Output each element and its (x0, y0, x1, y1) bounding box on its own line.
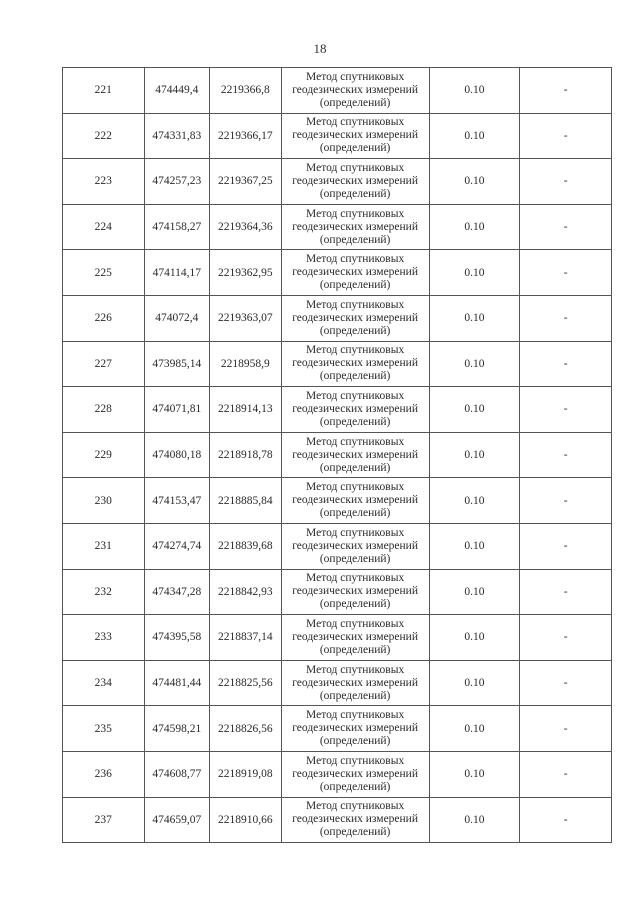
method-cell (281, 387, 429, 433)
method-text-line: (определений) (319, 233, 391, 246)
dash-cell: - (520, 250, 612, 296)
x-coordinate-cell: 474257,23 (144, 159, 209, 205)
point-number-cell: 236 (63, 751, 145, 797)
y-coordinate-cell: 2218958,9 (210, 341, 282, 387)
x-coordinate-cell: 474071,81 (144, 387, 209, 433)
method-text-line: (определений) (319, 735, 391, 748)
y-coordinate-cell: 2219363,07 (210, 295, 282, 341)
point-number-cell: 235 (63, 706, 145, 752)
method-text-line: (определений) (319, 142, 391, 155)
y-coordinate-cell: 2219364,36 (210, 204, 282, 250)
point-number-cell: 223 (63, 159, 145, 205)
y-coordinate-cell: 2218914,13 (210, 387, 282, 433)
y-coordinate-cell: 2218837,14 (210, 615, 282, 661)
y-coordinate-cell: 2218826,56 (210, 706, 282, 752)
dash-cell: - (520, 797, 612, 843)
table-row (63, 295, 612, 341)
dash-cell: - (520, 295, 612, 341)
point-number-cell: 234 (63, 660, 145, 706)
method-text-line: (определений) (319, 461, 391, 474)
method-cell (281, 432, 429, 478)
dash-cell: - (520, 569, 612, 615)
accuracy-cell: 0.10 (429, 660, 520, 706)
accuracy-cell: 0.10 (429, 523, 520, 569)
method-cell (281, 341, 429, 387)
method-text-line: (определений) (319, 507, 391, 520)
point-number-cell: 231 (63, 523, 145, 569)
accuracy-cell: 0.10 (429, 478, 520, 524)
method-cell (281, 706, 429, 752)
method-cell (281, 159, 429, 205)
accuracy-cell: 0.10 (429, 341, 520, 387)
x-coordinate-cell: 474395,58 (144, 615, 209, 661)
y-coordinate-cell: 2218918,78 (210, 432, 282, 478)
dash-cell: - (520, 523, 612, 569)
method-cell (281, 478, 429, 524)
method-text-line: (определений) (319, 324, 391, 337)
dash-cell: - (520, 159, 612, 205)
method-text-line: (определений) (319, 780, 391, 793)
coordinates-table-body (63, 68, 612, 843)
method-text-line: геодезических измерений (292, 585, 418, 598)
dash-cell: - (520, 204, 612, 250)
point-number-cell: 232 (63, 569, 145, 615)
method-text-line: (определений) (319, 187, 391, 200)
method-text-line: Метод спутниковых (306, 663, 405, 676)
method-text-line: геодезических измерений (292, 813, 418, 826)
accuracy-cell: 0.10 (429, 706, 520, 752)
x-coordinate-cell: 474598,21 (144, 706, 209, 752)
table-row (63, 615, 612, 661)
method-cell (281, 569, 429, 615)
method-cell (281, 204, 429, 250)
coordinates-table (62, 67, 612, 843)
x-coordinate-cell: 474659,07 (144, 797, 209, 843)
table-row (63, 660, 612, 706)
method-text-line: Метод спутниковых (306, 116, 405, 129)
table-row (63, 204, 612, 250)
method-text-line: геодезических измерений (292, 402, 418, 415)
x-coordinate-cell: 474274,74 (144, 523, 209, 569)
method-text-line: Метод спутниковых (306, 800, 405, 813)
method-cell (281, 250, 429, 296)
y-coordinate-cell: 2218910,66 (210, 797, 282, 843)
accuracy-cell: 0.10 (429, 751, 520, 797)
method-text-line: Метод спутниковых (306, 344, 405, 357)
table-row (63, 751, 612, 797)
method-text-line: (определений) (319, 96, 391, 109)
table-row (63, 569, 612, 615)
dash-cell: - (520, 387, 612, 433)
method-text-line: Метод спутниковых (306, 709, 405, 722)
method-text-line: геодезических измерений (292, 311, 418, 324)
point-number-cell: 222 (63, 113, 145, 159)
x-coordinate-cell: 474347,28 (144, 569, 209, 615)
table-row (63, 432, 612, 478)
accuracy-cell: 0.10 (429, 387, 520, 433)
method-text-line: геодезических измерений (292, 767, 418, 780)
method-text-line: (определений) (319, 370, 391, 383)
method-text-line: геодезических измерений (292, 630, 418, 643)
y-coordinate-cell: 2219362,95 (210, 250, 282, 296)
method-text-line: Метод спутниковых (306, 481, 405, 494)
x-coordinate-cell: 474114,17 (144, 250, 209, 296)
method-text-line: Метод спутниковых (306, 617, 405, 630)
method-cell (281, 751, 429, 797)
method-text-line: Метод спутниковых (306, 572, 405, 585)
method-cell (281, 68, 429, 114)
method-text-line: Метод спутниковых (306, 435, 405, 448)
method-text-line: (определений) (319, 598, 391, 611)
method-text-line: Метод спутниковых (306, 389, 405, 402)
point-number-cell: 233 (63, 615, 145, 661)
accuracy-cell: 0.10 (429, 204, 520, 250)
table-row (63, 159, 612, 205)
accuracy-cell: 0.10 (429, 295, 520, 341)
table-row (63, 113, 612, 159)
method-text-line: геодезических измерений (292, 83, 418, 96)
method-text-line: геодезических измерений (292, 266, 418, 279)
method-text-line: геодезических измерений (292, 357, 418, 370)
method-text-line: геодезических измерений (292, 129, 418, 142)
method-cell (281, 797, 429, 843)
method-text-line: Метод спутниковых (306, 298, 405, 311)
point-number-cell: 237 (63, 797, 145, 843)
method-text-line: геодезических измерений (292, 174, 418, 187)
point-number-cell: 224 (63, 204, 145, 250)
point-number-cell: 227 (63, 341, 145, 387)
table-row (63, 387, 612, 433)
method-text-line: геодезических измерений (292, 722, 418, 735)
table-row (63, 341, 612, 387)
method-text-line: геодезических измерений (292, 539, 418, 552)
dash-cell: - (520, 113, 612, 159)
method-cell (281, 523, 429, 569)
method-text-line: (определений) (319, 643, 391, 656)
method-text-line: (определений) (319, 552, 391, 565)
method-text-line: Метод спутниковых (306, 754, 405, 767)
x-coordinate-cell: 474449,4 (144, 68, 209, 114)
method-text-line: (определений) (319, 689, 391, 702)
table-row (63, 478, 612, 524)
x-coordinate-cell: 474331,83 (144, 113, 209, 159)
method-cell (281, 615, 429, 661)
method-text-line: Метод спутниковых (306, 207, 405, 220)
y-coordinate-cell: 2218919,08 (210, 751, 282, 797)
method-cell (281, 295, 429, 341)
y-coordinate-cell: 2219367,25 (210, 159, 282, 205)
point-number-cell: 225 (63, 250, 145, 296)
accuracy-cell: 0.10 (429, 569, 520, 615)
accuracy-cell: 0.10 (429, 432, 520, 478)
point-number-cell: 229 (63, 432, 145, 478)
point-number-cell: 221 (63, 68, 145, 114)
page-number: 18 (313, 41, 327, 56)
accuracy-cell: 0.10 (429, 159, 520, 205)
accuracy-cell: 0.10 (429, 615, 520, 661)
y-coordinate-cell: 2219366,17 (210, 113, 282, 159)
y-coordinate-cell: 2218839,68 (210, 523, 282, 569)
dash-cell: - (520, 478, 612, 524)
method-text-line: геодезических измерений (292, 494, 418, 507)
method-cell (281, 113, 429, 159)
method-text-line: Метод спутниковых (306, 161, 405, 174)
x-coordinate-cell: 473985,14 (144, 341, 209, 387)
dash-cell: - (520, 706, 612, 752)
accuracy-cell: 0.10 (429, 68, 520, 114)
table-row (63, 523, 612, 569)
x-coordinate-cell: 474158,27 (144, 204, 209, 250)
method-text-line: (определений) (319, 826, 391, 839)
accuracy-cell: 0.10 (429, 797, 520, 843)
x-coordinate-cell: 474608,77 (144, 751, 209, 797)
x-coordinate-cell: 474080,18 (144, 432, 209, 478)
x-coordinate-cell: 474153,47 (144, 478, 209, 524)
dash-cell: - (520, 615, 612, 661)
method-text-line: (определений) (319, 415, 391, 428)
y-coordinate-cell: 2218825,56 (210, 660, 282, 706)
method-text-line: геодезических измерений (292, 448, 418, 461)
method-text-line: геодезических измерений (292, 220, 418, 233)
y-coordinate-cell: 2218885,84 (210, 478, 282, 524)
table-row (63, 797, 612, 843)
table-row (63, 706, 612, 752)
table-row (63, 68, 612, 114)
dash-cell: - (520, 432, 612, 478)
point-number-cell: 230 (63, 478, 145, 524)
y-coordinate-cell: 2219366,8 (210, 68, 282, 114)
method-text-line: (определений) (319, 279, 391, 292)
point-number-cell: 226 (63, 295, 145, 341)
point-number-cell: 228 (63, 387, 145, 433)
accuracy-cell: 0.10 (429, 250, 520, 296)
x-coordinate-cell: 474481,44 (144, 660, 209, 706)
table-row (63, 250, 612, 296)
method-text-line: геодезических измерений (292, 676, 418, 689)
dash-cell: - (520, 660, 612, 706)
dash-cell: - (520, 341, 612, 387)
y-coordinate-cell: 2218842,93 (210, 569, 282, 615)
method-text-line: Метод спутниковых (306, 526, 405, 539)
x-coordinate-cell: 474072,4 (144, 295, 209, 341)
dash-cell: - (520, 751, 612, 797)
dash-cell: - (520, 68, 612, 114)
method-cell (281, 660, 429, 706)
method-text-line: Метод спутниковых (306, 70, 405, 83)
method-text-line: Метод спутниковых (306, 253, 405, 266)
accuracy-cell: 0.10 (429, 113, 520, 159)
